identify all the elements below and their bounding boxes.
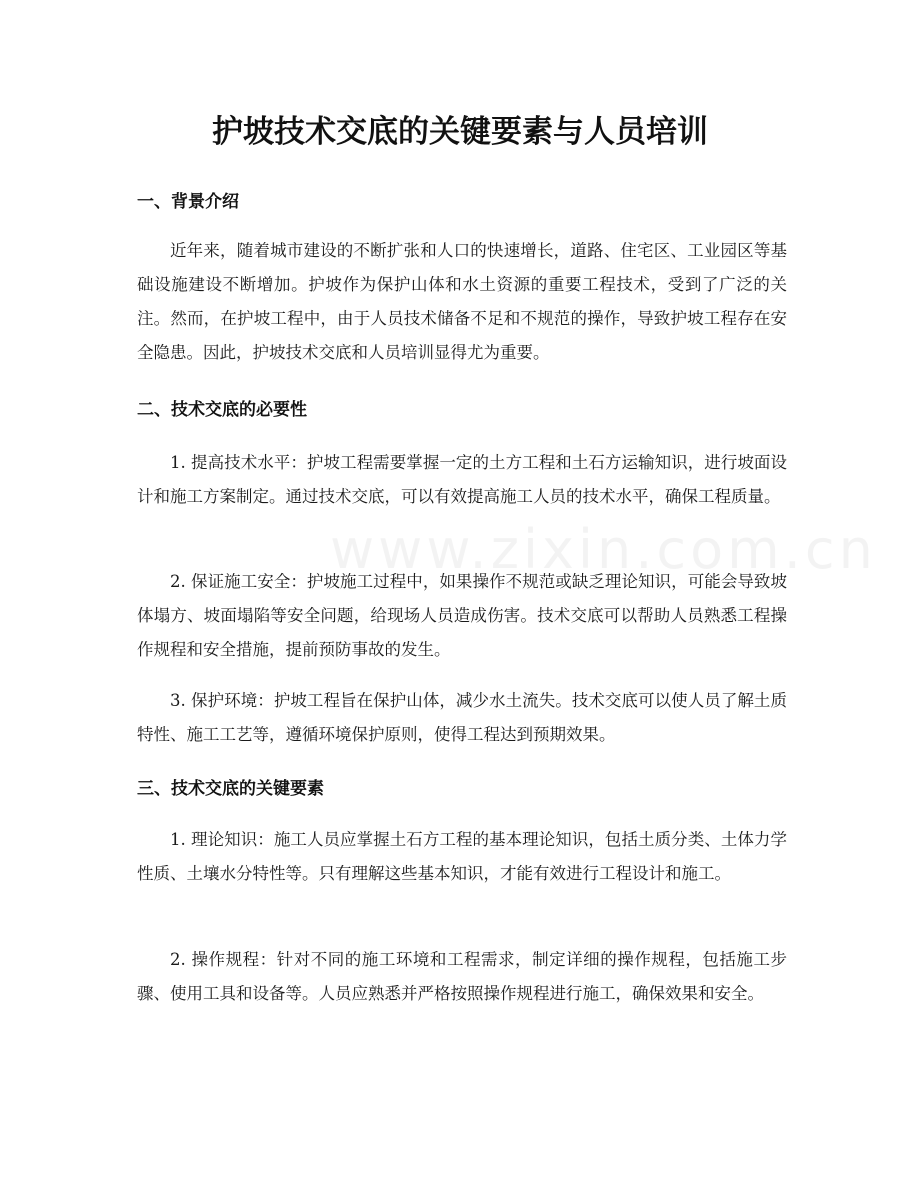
- paragraph-necessity-2: 2. 保证施工安全：护坡施工过程中，如果操作不规范或缺乏理论知识，可能会导致坡体塌方、坡面塌陷等安全问题，给现场人员造成伤害。技术交底可以帮助人员熟悉工程操作规程和安全措施，提前预防事故的发生。: [137, 572, 787, 659]
- paragraph-necessity-1: 1. 提高技术水平：护坡工程需要掌握一定的土方工程和土石方运输知识，进行坡面设计和施工方案制定。通过技术交底，可以有效提高施工人员的技术水平，确保工程质量。: [137, 453, 787, 506]
- section-heading-key-elements: 三、技术交底的关键要素: [137, 779, 324, 799]
- paragraph-key-elements-2: 2. 操作规程：针对不同的施工环境和工程需求，制定详细的操作规程，包括施工步骤、使用工具和设备等。人员应熟悉并严格按照操作规程进行施工，确保效果和安全。: [137, 950, 787, 1003]
- paragraph-background: 近年来，随着城市建设的不断扩张和人口的快速增长，道路、住宅区、工业园区等基础设施建设不断增加。护坡作为保护山体和水土资源的重要工程技术，受到了广泛的关注。然而，在护坡工程中，由于人员技术储备不足和不规范的操作，导致护坡工程存在安全隐患。因此，护坡技术交底和人员培训显得尤为重要。: [137, 241, 787, 362]
- paragraph-key-elements-1: 1. 理论知识：施工人员应掌握土石方工程的基本理论知识，包括土质分类、土体力学性质、土壤水分特性等。只有理解这些基本知识，才能有效进行工程设计和施工。: [137, 830, 787, 883]
- document-title: 护坡技术交底的关键要素与人员培训: [212, 114, 708, 150]
- section-heading-background: 一、背景介绍: [137, 192, 239, 212]
- section-heading-necessity: 二、技术交底的必要性: [137, 400, 307, 420]
- paragraph-necessity-3: 3. 保护环境：护坡工程旨在保护山体，减少水土流失。技术交底可以使人员了解土质特性、施工工艺等，遵循环境保护原则，使得工程达到预期效果。: [137, 691, 787, 744]
